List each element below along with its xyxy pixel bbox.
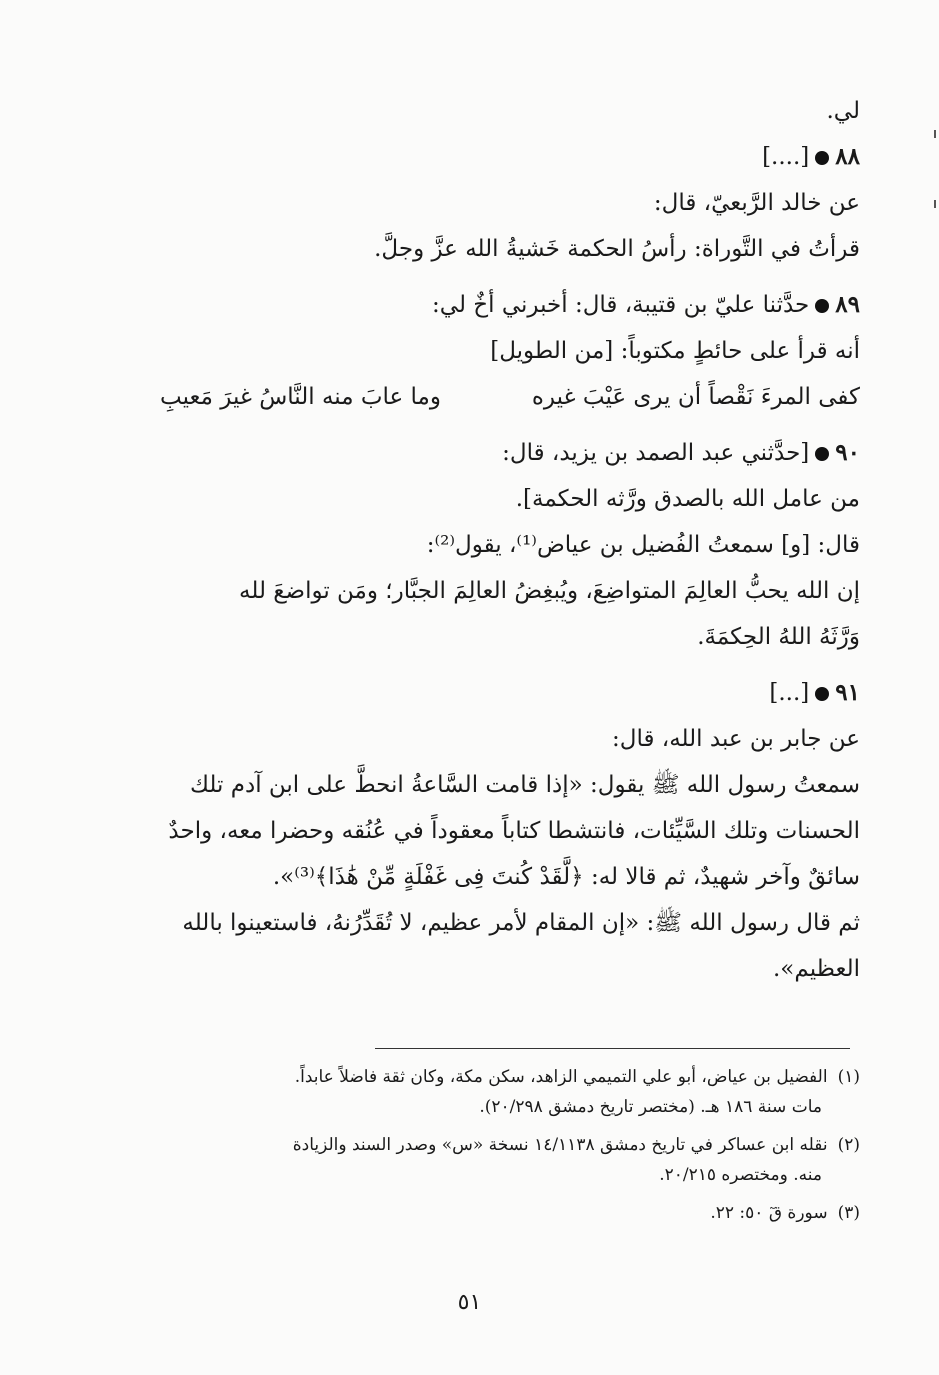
footnote-3 [160,1198,860,1228]
entry-number: ٨٩ [835,291,860,318]
text-line: قرأتُ في التَّوراة: رأسُ الحكمة خَشيةُ الله عزَّ وجلَّ. [374,236,860,262]
entry-number: ٩٠ [835,439,860,466]
entry-89-heading [160,282,860,328]
text-line: العظيم». [773,956,860,982]
entry-90-heading [160,430,860,476]
scan-edge-mark [934,200,936,208]
text-line: الحسنات وتلك السَّيِّئات، فانتشطا كتاباً معقوداً في عُنُقه وحضرا معه، واحدٌ [168,818,860,844]
text-line: وَرَّثَهُ اللهُ الحِكمَةَ. [697,624,860,650]
verse-first-half: كفى المرءَ نَقْصاً أن يرى عَيْبَ غيره [531,384,860,410]
footnote-marker: (٢) [837,1135,860,1155]
footnote-text: مات سنة ١٨٦ هـ. (مختصر تاريخ دمشق ٢٠/٢٩٨). [479,1097,822,1117]
footnote-1 [160,1062,860,1122]
bullet-icon [815,447,829,461]
bullet-icon [815,151,829,165]
text-line: سمعتُ رسول الله ﷺ يقول: «إذا قامت السَّاعةُ انحطَّ على ابن آدم تلك [190,772,860,798]
text-line: سائقٌ وآخر شهيدٌ، ثم قالا له: ﴿لَّقَدْ كُنتَ فِى غَفْلَةٍ مِّنْ هَٰذَا﴾⁽³⁾». [272,864,860,890]
entry-text: حدَّثنا عليّ بن قتيبة، قال: أخبرني أخٌ لي: [432,292,810,318]
entry-number: ٨٨ [835,143,860,170]
text-line: من عامل الله بالصدق ورَّثه الحكمة]. [515,486,860,512]
text-line: إن الله يحبُّ العالِمَ المتواضِعَ، ويُبغِضُ العالِمَ الجبَّار؛ ومَن تواضعَ لله [239,578,860,604]
page-number: ٥١ [457,1290,482,1315]
footnotes [160,1062,860,1236]
text-line: قال: [و] سمعتُ الفُضيل بن عياض⁽¹⁾، يقول⁽²⁾: [426,532,860,558]
footnote-text: نقله ابن عساكر في تاريخ دمشق ١٤/١١٣٨ نسخة «س» وصدر السند والزيادة [292,1135,828,1155]
poetry-verse [160,374,860,420]
text-line: أنه قرأ على حائطٍ مكتوباً: [من الطويل] [490,338,860,364]
entry-number: ٩١ [835,679,860,706]
text-line: عن خالد الرَّبعيّ، قال: [653,190,860,216]
footnote-text: الفضيل بن عياض، أبو علي التميمي الزاهد، سكن مكة، وكان ثقة فاضلاً عابداً. [294,1067,828,1087]
entry-text: [...] [769,680,810,706]
text-line: ثم قال رسول الله ﷺ: «إن المقام لأمر عظيم، لا تُقَدِّرُنهُ، فاستعينوا بالله [182,910,860,936]
footnote-marker: (٣) [837,1203,860,1223]
entry-91-heading [160,670,860,716]
bullet-icon [815,687,829,701]
entry-88-heading [160,134,860,180]
entry-text: [حدَّثني عبد الصمد بن يزيد، قال: [502,440,810,466]
footnote-text: سورة قٓ ٥٠: ٢٢. [710,1203,828,1223]
footnote-separator [375,1048,850,1049]
text-line: عن جابر بن عبد الله، قال: [612,726,860,752]
footnote-marker: (١) [837,1067,860,1087]
text-line: لي. [826,98,860,124]
footnote-text: منه. ومختصره ٢٠/٢١٥. [659,1165,822,1185]
footnote-2 [160,1130,860,1190]
page-body [160,88,860,992]
bullet-icon [815,299,829,313]
entry-text: [....] [762,144,810,170]
verse-second-half: وما عابَ منه النَّاسُ غيرَ مَعيبِ [160,384,441,410]
scan-edge-mark [934,130,936,138]
